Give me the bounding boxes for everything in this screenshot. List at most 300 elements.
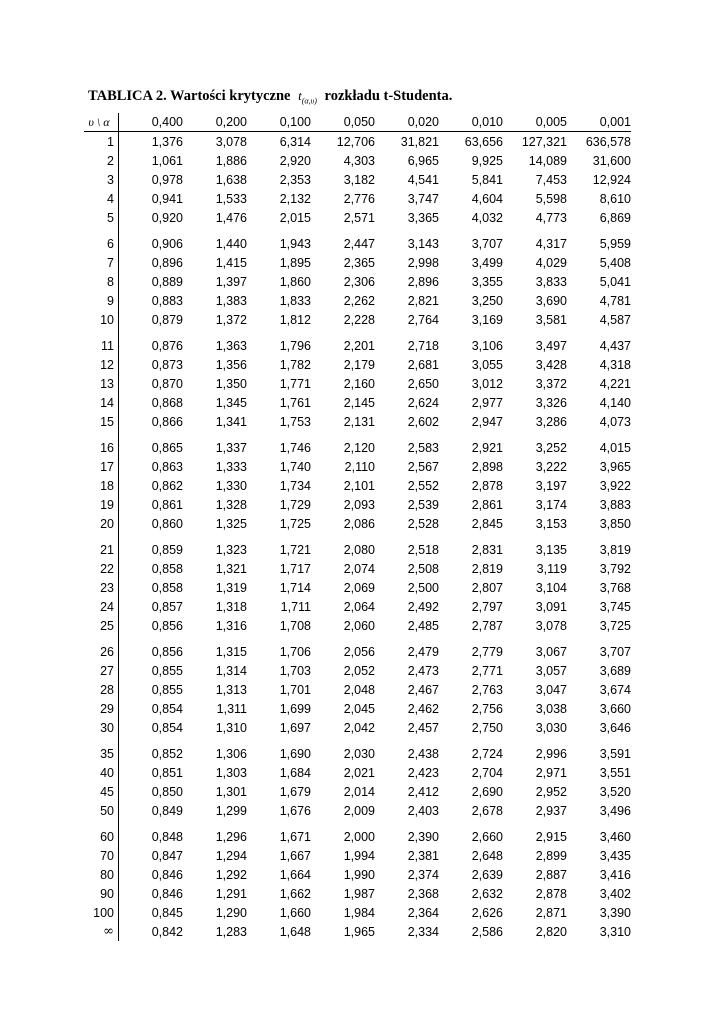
critical-value-cell: 1,316 xyxy=(215,618,247,633)
header-row xyxy=(84,113,631,132)
title-prefix: TABLICA 2. Wartości krytyczne xyxy=(88,88,291,104)
critical-value-cell: 3,674 xyxy=(599,682,631,697)
critical-value-cell: 2,492 xyxy=(407,599,439,614)
critical-value-cell: 1,753 xyxy=(279,414,311,429)
critical-value-cell: 1,383 xyxy=(215,293,247,308)
critical-value-cell: 1,664 xyxy=(279,867,311,882)
critical-value-cell: 4,029 xyxy=(535,255,567,270)
df-cell: 15 xyxy=(84,412,119,431)
critical-value-cell: 2,571 xyxy=(343,210,375,225)
critical-value-cell: 1,314 xyxy=(215,663,247,678)
critical-value-cell: 3,833 xyxy=(535,274,567,289)
critical-value-cell: 2,845 xyxy=(471,516,503,531)
df-cell: 12 xyxy=(84,355,119,374)
critical-value-cell: 1,350 xyxy=(215,376,247,391)
critical-value-cell: 3,689 xyxy=(599,663,631,678)
critical-value-cell: 2,763 xyxy=(471,682,503,697)
critical-value-cell: 1,372 xyxy=(215,312,247,327)
critical-value-cell: 0,855 xyxy=(151,663,183,678)
critical-value-cell: 2,771 xyxy=(471,663,503,678)
critical-value-cell: 1,833 xyxy=(279,293,311,308)
table-body xyxy=(84,132,631,942)
critical-value-cell: 1,318 xyxy=(215,599,247,614)
table-row xyxy=(84,253,631,272)
critical-value-cell: 3,169 xyxy=(471,312,503,327)
table-row xyxy=(84,616,631,635)
table-title xyxy=(88,88,452,106)
critical-value-cell: 2,704 xyxy=(471,765,503,780)
critical-value-cell: 1,323 xyxy=(215,542,247,557)
critical-value-cell: 1,356 xyxy=(215,357,247,372)
df-cell: 35 xyxy=(84,737,119,763)
critical-value-cell: 2,412 xyxy=(407,784,439,799)
critical-value-cell: 1,330 xyxy=(215,478,247,493)
critical-value-cell: 3,143 xyxy=(407,236,439,251)
critical-value-cell: 3,153 xyxy=(535,516,567,531)
df-cell: 24 xyxy=(84,597,119,616)
table-row xyxy=(84,559,631,578)
critical-value-cell: 1,311 xyxy=(216,701,247,716)
df-cell: 16 xyxy=(84,431,119,457)
critical-value-cell: 3,850 xyxy=(599,516,631,531)
critical-value-cell: 2,201 xyxy=(343,338,375,353)
critical-value-cell: 3,660 xyxy=(599,701,631,716)
critical-value-cell: 3,012 xyxy=(471,376,503,391)
table-row xyxy=(84,227,631,253)
critical-value-cell: 1,283 xyxy=(215,924,247,939)
critical-value-cell: 2,353 xyxy=(279,172,311,187)
critical-value-cell: 1,706 xyxy=(279,644,311,659)
critical-value-cell: 3,499 xyxy=(471,255,503,270)
critical-value-cell: 4,073 xyxy=(599,414,631,429)
critical-value-cell: 1,660 xyxy=(279,905,311,920)
critical-value-cell: 2,086 xyxy=(343,516,375,531)
critical-value-cell: 6,869 xyxy=(599,210,631,225)
critical-value-cell: 1,301 xyxy=(215,784,247,799)
table-row xyxy=(84,132,631,152)
critical-value-cell: 1,746 xyxy=(279,440,311,455)
critical-value-cell: 2,334 xyxy=(407,924,439,939)
critical-value-cell: 2,552 xyxy=(407,478,439,493)
df-cell: 30 xyxy=(84,718,119,737)
title-suffix: rozkładu t-Studenta. xyxy=(324,88,453,104)
critical-value-cell: 2,650 xyxy=(407,376,439,391)
critical-value-cell: 127,321 xyxy=(521,134,567,149)
critical-value-cell: 1,415 xyxy=(215,255,247,270)
critical-value-cell: 2,467 xyxy=(407,682,439,697)
df-cell: 13 xyxy=(84,374,119,393)
critical-value-cell: 2,473 xyxy=(407,663,439,678)
df-cell: 2 xyxy=(84,151,119,170)
critical-value-cell: 2,921 xyxy=(471,440,503,455)
critical-value-cell: 1,761 xyxy=(279,395,311,410)
critical-value-cell: 1,533 xyxy=(215,191,247,206)
critical-value-cell: 1,895 xyxy=(279,255,311,270)
critical-value-cell: 0,849 xyxy=(151,803,183,818)
critical-value-cell: 3,222 xyxy=(535,459,567,474)
critical-value-cell: 2,819 xyxy=(471,561,503,576)
critical-value-cell: 2,787 xyxy=(471,618,503,633)
critical-value-cell: 2,000 xyxy=(343,829,375,844)
table-row xyxy=(84,801,631,820)
critical-value-cell: 3,819 xyxy=(599,542,631,557)
critical-value-cell: 2,131 xyxy=(343,414,375,429)
critical-value-cell: 1,291 xyxy=(215,886,247,901)
critical-value-cell: 2,724 xyxy=(471,746,503,761)
table-row xyxy=(84,718,631,737)
critical-value-cell: 1,341 xyxy=(215,414,247,429)
critical-value-cell: 3,497 xyxy=(535,338,567,353)
critical-value-cell: 2,807 xyxy=(471,580,503,595)
critical-value-cell: 0,850 xyxy=(151,784,183,799)
critical-value-cell: 2,861 xyxy=(471,497,503,512)
critical-value-cell: 1,061 xyxy=(151,153,183,168)
critical-value-cell: 2,403 xyxy=(407,803,439,818)
critical-value-cell: 4,781 xyxy=(599,293,631,308)
table-row xyxy=(84,393,631,412)
critical-value-cell: 2,820 xyxy=(535,924,567,939)
critical-value-cell: 1,662 xyxy=(279,886,311,901)
table-row xyxy=(84,457,631,476)
critical-value-cell: 3,745 xyxy=(599,599,631,614)
critical-value-cell: 6,314 xyxy=(279,134,311,149)
critical-value-cell: 3,435 xyxy=(599,848,631,863)
critical-value-cell: 2,718 xyxy=(407,338,439,353)
critical-value-cell: 0,876 xyxy=(151,338,183,353)
critical-value-cell: 2,052 xyxy=(343,663,375,678)
critical-value-cell: 1,648 xyxy=(279,924,311,939)
critical-value-cell: 2,120 xyxy=(343,440,375,455)
t-student-table xyxy=(84,113,631,941)
critical-value-cell: 0,857 xyxy=(151,599,183,614)
critical-value-cell: 2,030 xyxy=(343,746,375,761)
alpha-header: 0,020 xyxy=(375,113,439,132)
critical-value-cell: 1,714 xyxy=(279,580,311,595)
critical-value-cell: 3,922 xyxy=(599,478,631,493)
critical-value-cell: 0,858 xyxy=(151,561,183,576)
critical-value-cell: 2,690 xyxy=(471,784,503,799)
critical-value-cell: 1,333 xyxy=(215,459,247,474)
critical-value-cell: 3,707 xyxy=(471,236,503,251)
critical-value-cell: 0,941 xyxy=(151,191,183,206)
critical-value-cell: 2,632 xyxy=(471,886,503,901)
critical-value-cell: 1,321 xyxy=(215,561,247,576)
critical-value-cell: 0,920 xyxy=(151,210,183,225)
critical-value-cell: 2,064 xyxy=(343,599,375,614)
critical-value-cell: 1,994 xyxy=(343,848,375,863)
critical-value-cell: 2,132 xyxy=(279,191,311,206)
critical-value-cell: 0,873 xyxy=(151,357,183,372)
critical-value-cell: 2,648 xyxy=(471,848,503,863)
critical-value-cell: 3,182 xyxy=(343,172,375,187)
critical-value-cell: 2,500 xyxy=(407,580,439,595)
critical-value-cell: 3,707 xyxy=(599,644,631,659)
critical-value-cell: 2,306 xyxy=(343,274,375,289)
critical-value-cell: 1,292 xyxy=(215,867,247,882)
critical-value-cell: 3,402 xyxy=(599,886,631,901)
critical-value-cell: 2,831 xyxy=(471,542,503,557)
critical-value-cell: 2,539 xyxy=(407,497,439,512)
critical-value-cell: 3,030 xyxy=(535,720,567,735)
critical-value-cell: 2,821 xyxy=(407,293,439,308)
critical-value-cell: 2,996 xyxy=(535,746,567,761)
critical-value-cell: 0,906 xyxy=(151,236,183,251)
df-cell: 27 xyxy=(84,661,119,680)
df-cell: 28 xyxy=(84,680,119,699)
critical-value-cell: 1,987 xyxy=(343,886,375,901)
critical-value-cell: 3,197 xyxy=(535,478,567,493)
critical-value-cell: 2,660 xyxy=(471,829,503,844)
critical-value-cell: 3,768 xyxy=(599,580,631,595)
critical-value-cell: 3,496 xyxy=(599,803,631,818)
df-cell: 90 xyxy=(84,884,119,903)
critical-value-cell: 1,782 xyxy=(279,357,311,372)
t-symbol: t xyxy=(298,88,302,103)
critical-value-cell: 0,858 xyxy=(151,580,183,595)
critical-value-cell: 2,110 xyxy=(344,459,375,474)
df-cell: 1 xyxy=(84,132,119,152)
critical-value-cell: 1,676 xyxy=(279,803,311,818)
table-row xyxy=(84,151,631,170)
critical-value-cell: 3,119 xyxy=(536,561,567,576)
table-row xyxy=(84,533,631,559)
df-cell: 6 xyxy=(84,227,119,253)
critical-value-cell: 4,773 xyxy=(535,210,567,225)
critical-value-cell: 1,397 xyxy=(215,274,247,289)
table-row xyxy=(84,782,631,801)
critical-value-cell: 2,145 xyxy=(343,395,375,410)
critical-value-cell: 1,771 xyxy=(279,376,311,391)
critical-value-cell: 3,067 xyxy=(535,644,567,659)
critical-value-cell: 0,847 xyxy=(151,848,183,863)
critical-value-cell: 2,952 xyxy=(535,784,567,799)
critical-value-cell: 3,725 xyxy=(599,618,631,633)
table-row xyxy=(84,884,631,903)
critical-value-cell: 1,740 xyxy=(279,459,311,474)
df-cell: 22 xyxy=(84,559,119,578)
critical-value-cell: 4,437 xyxy=(599,338,631,353)
critical-value-cell: 0,856 xyxy=(151,644,183,659)
critical-value-cell: 1,313 xyxy=(215,682,247,697)
critical-value-cell: 2,779 xyxy=(471,644,503,659)
critical-value-cell: 3,326 xyxy=(535,395,567,410)
critical-value-cell: 3,286 xyxy=(535,414,567,429)
critical-value-cell: 1,296 xyxy=(215,829,247,844)
critical-value-cell: 2,764 xyxy=(407,312,439,327)
critical-value-cell: 0,846 xyxy=(151,886,183,901)
table-row xyxy=(84,431,631,457)
alpha-header: 0,050 xyxy=(311,113,375,132)
critical-value-cell: 0,856 xyxy=(151,618,183,633)
critical-value-cell: 2,756 xyxy=(471,701,503,716)
critical-value-cell: 636,578 xyxy=(585,134,631,149)
table-row xyxy=(84,737,631,763)
df-cell: 40 xyxy=(84,763,119,782)
critical-value-cell: 0,846 xyxy=(151,867,183,882)
table-row xyxy=(84,597,631,616)
df-cell: 7 xyxy=(84,253,119,272)
corner-label: υ \ α xyxy=(84,113,119,132)
critical-value-cell: 2,602 xyxy=(407,414,439,429)
critical-value-cell: 1,734 xyxy=(279,478,311,493)
df-cell: 3 xyxy=(84,170,119,189)
df-cell: 10 xyxy=(84,310,119,329)
critical-value-cell: 2,586 xyxy=(471,924,503,939)
critical-value-cell: 1,679 xyxy=(279,784,311,799)
df-cell: 100 xyxy=(84,903,119,922)
table-row xyxy=(84,514,631,533)
table-row xyxy=(84,476,631,495)
df-cell: 8 xyxy=(84,272,119,291)
critical-value-cell: 2,485 xyxy=(407,618,439,633)
df-cell: 9 xyxy=(84,291,119,310)
df-cell: 70 xyxy=(84,846,119,865)
critical-value-cell: 2,365 xyxy=(343,255,375,270)
critical-value-cell: 5,408 xyxy=(599,255,631,270)
table-row xyxy=(84,699,631,718)
critical-value-cell: 3,355 xyxy=(471,274,503,289)
df-cell: ∞ xyxy=(84,922,119,941)
table-row xyxy=(84,865,631,884)
critical-value-cell: 0,854 xyxy=(151,701,183,716)
table-row xyxy=(84,763,631,782)
critical-value-cell: 2,639 xyxy=(471,867,503,882)
df-cell: 4 xyxy=(84,189,119,208)
critical-value-cell: 2,920 xyxy=(279,153,311,168)
table-row xyxy=(84,291,631,310)
table-row xyxy=(84,680,631,699)
critical-value-cell: 8,610 xyxy=(599,191,631,206)
critical-value-cell: 2,364 xyxy=(407,905,439,920)
critical-value-cell: 0,889 xyxy=(151,274,183,289)
df-cell: 14 xyxy=(84,393,119,412)
critical-value-cell: 2,074 xyxy=(343,561,375,576)
critical-value-cell: 4,318 xyxy=(599,357,631,372)
critical-value-cell: 3,460 xyxy=(599,829,631,844)
critical-value-cell: 0,860 xyxy=(151,516,183,531)
df-cell: 50 xyxy=(84,801,119,820)
table-row xyxy=(84,820,631,846)
critical-value-cell: 3,055 xyxy=(471,357,503,372)
alpha-header: 0,200 xyxy=(183,113,247,132)
critical-value-cell: 1,717 xyxy=(279,561,311,576)
critical-value-cell: 2,750 xyxy=(471,720,503,735)
df-cell: 29 xyxy=(84,699,119,718)
critical-value-cell: 0,870 xyxy=(151,376,183,391)
critical-value-cell: 2,937 xyxy=(535,803,567,818)
critical-value-cell: 63,656 xyxy=(464,134,503,149)
critical-value-cell: 1,708 xyxy=(279,618,311,633)
critical-value-cell: 0,868 xyxy=(151,395,183,410)
critical-value-cell: 2,479 xyxy=(407,644,439,659)
critical-value-cell: 3,428 xyxy=(535,357,567,372)
table-row xyxy=(84,412,631,431)
critical-value-cell: 3,646 xyxy=(599,720,631,735)
critical-value-cell: 2,977 xyxy=(471,395,503,410)
critical-value-cell: 3,690 xyxy=(535,293,567,308)
t-symbol-subscript: (α,υ) xyxy=(301,96,317,106)
df-cell: 25 xyxy=(84,616,119,635)
table-row xyxy=(84,272,631,291)
critical-value-cell: 3,792 xyxy=(599,561,631,576)
critical-value-cell: 2,518 xyxy=(407,542,439,557)
df-cell: 21 xyxy=(84,533,119,559)
critical-value-cell: 1,990 xyxy=(343,867,375,882)
critical-value-cell: 3,883 xyxy=(599,497,631,512)
critical-value-cell: 3,365 xyxy=(407,210,439,225)
table-row xyxy=(84,661,631,680)
critical-value-cell: 2,262 xyxy=(343,293,375,308)
critical-value-cell: 1,711 xyxy=(280,599,311,614)
critical-value-cell: 2,871 xyxy=(535,905,567,920)
critical-value-cell: 0,863 xyxy=(151,459,183,474)
alpha-header: 0,400 xyxy=(119,113,184,132)
critical-value-cell: 0,848 xyxy=(151,829,183,844)
critical-value-cell: 2,060 xyxy=(343,618,375,633)
critical-value-cell: 4,317 xyxy=(535,236,567,251)
critical-value-cell: 1,299 xyxy=(215,803,247,818)
critical-value-cell: 2,998 xyxy=(407,255,439,270)
table-row xyxy=(84,170,631,189)
critical-value-cell: 1,440 xyxy=(215,236,247,251)
critical-value-cell: 3,372 xyxy=(535,376,567,391)
critical-value-cell: 2,045 xyxy=(343,701,375,716)
critical-value-cell: 1,638 xyxy=(215,172,247,187)
critical-value-cell: 2,021 xyxy=(343,765,375,780)
critical-value-cell: 2,447 xyxy=(343,236,375,251)
critical-value-cell: 2,899 xyxy=(535,848,567,863)
critical-value-cell: 1,376 xyxy=(151,134,183,149)
critical-value-cell: 1,303 xyxy=(215,765,247,780)
critical-value-cell: 3,965 xyxy=(599,459,631,474)
critical-value-cell: 2,374 xyxy=(407,867,439,882)
df-cell: 80 xyxy=(84,865,119,884)
critical-value-cell: 1,703 xyxy=(279,663,311,678)
critical-value-cell: 3,174 xyxy=(535,497,567,512)
critical-value-cell: 2,678 xyxy=(471,803,503,818)
critical-value-cell: 1,886 xyxy=(215,153,247,168)
critical-value-cell: 2,508 xyxy=(407,561,439,576)
critical-value-cell: 2,878 xyxy=(535,886,567,901)
critical-value-cell: 3,038 xyxy=(535,701,567,716)
critical-value-cell: 2,626 xyxy=(471,905,503,920)
df-cell: 11 xyxy=(84,329,119,355)
critical-value-cell: 5,841 xyxy=(471,172,503,187)
critical-value-cell: 1,337 xyxy=(215,440,247,455)
critical-value-cell: 3,581 xyxy=(535,312,567,327)
critical-value-cell: 1,315 xyxy=(215,644,247,659)
critical-value-cell: 0,862 xyxy=(151,478,183,493)
critical-value-cell: 3,091 xyxy=(535,599,567,614)
critical-value-cell: 1,294 xyxy=(215,848,247,863)
critical-value-cell: 4,541 xyxy=(407,172,439,187)
critical-value-cell: 1,319 xyxy=(215,580,247,595)
critical-value-cell: 2,228 xyxy=(343,312,375,327)
df-cell: 18 xyxy=(84,476,119,495)
critical-value-cell: 2,009 xyxy=(343,803,375,818)
critical-value-cell: 0,851 xyxy=(151,765,183,780)
critical-value-cell: 2,179 xyxy=(343,357,375,372)
critical-value-cell: 2,915 xyxy=(535,829,567,844)
critical-value-cell: 2,368 xyxy=(407,886,439,901)
critical-value-cell: 3,057 xyxy=(535,663,567,678)
critical-value-cell: 2,947 xyxy=(471,414,503,429)
critical-value-cell: 2,438 xyxy=(407,746,439,761)
critical-value-cell: 2,583 xyxy=(407,440,439,455)
alpha-header: 0,001 xyxy=(567,113,631,132)
critical-value-cell: 4,604 xyxy=(471,191,503,206)
t-critical-symbol xyxy=(298,88,317,106)
